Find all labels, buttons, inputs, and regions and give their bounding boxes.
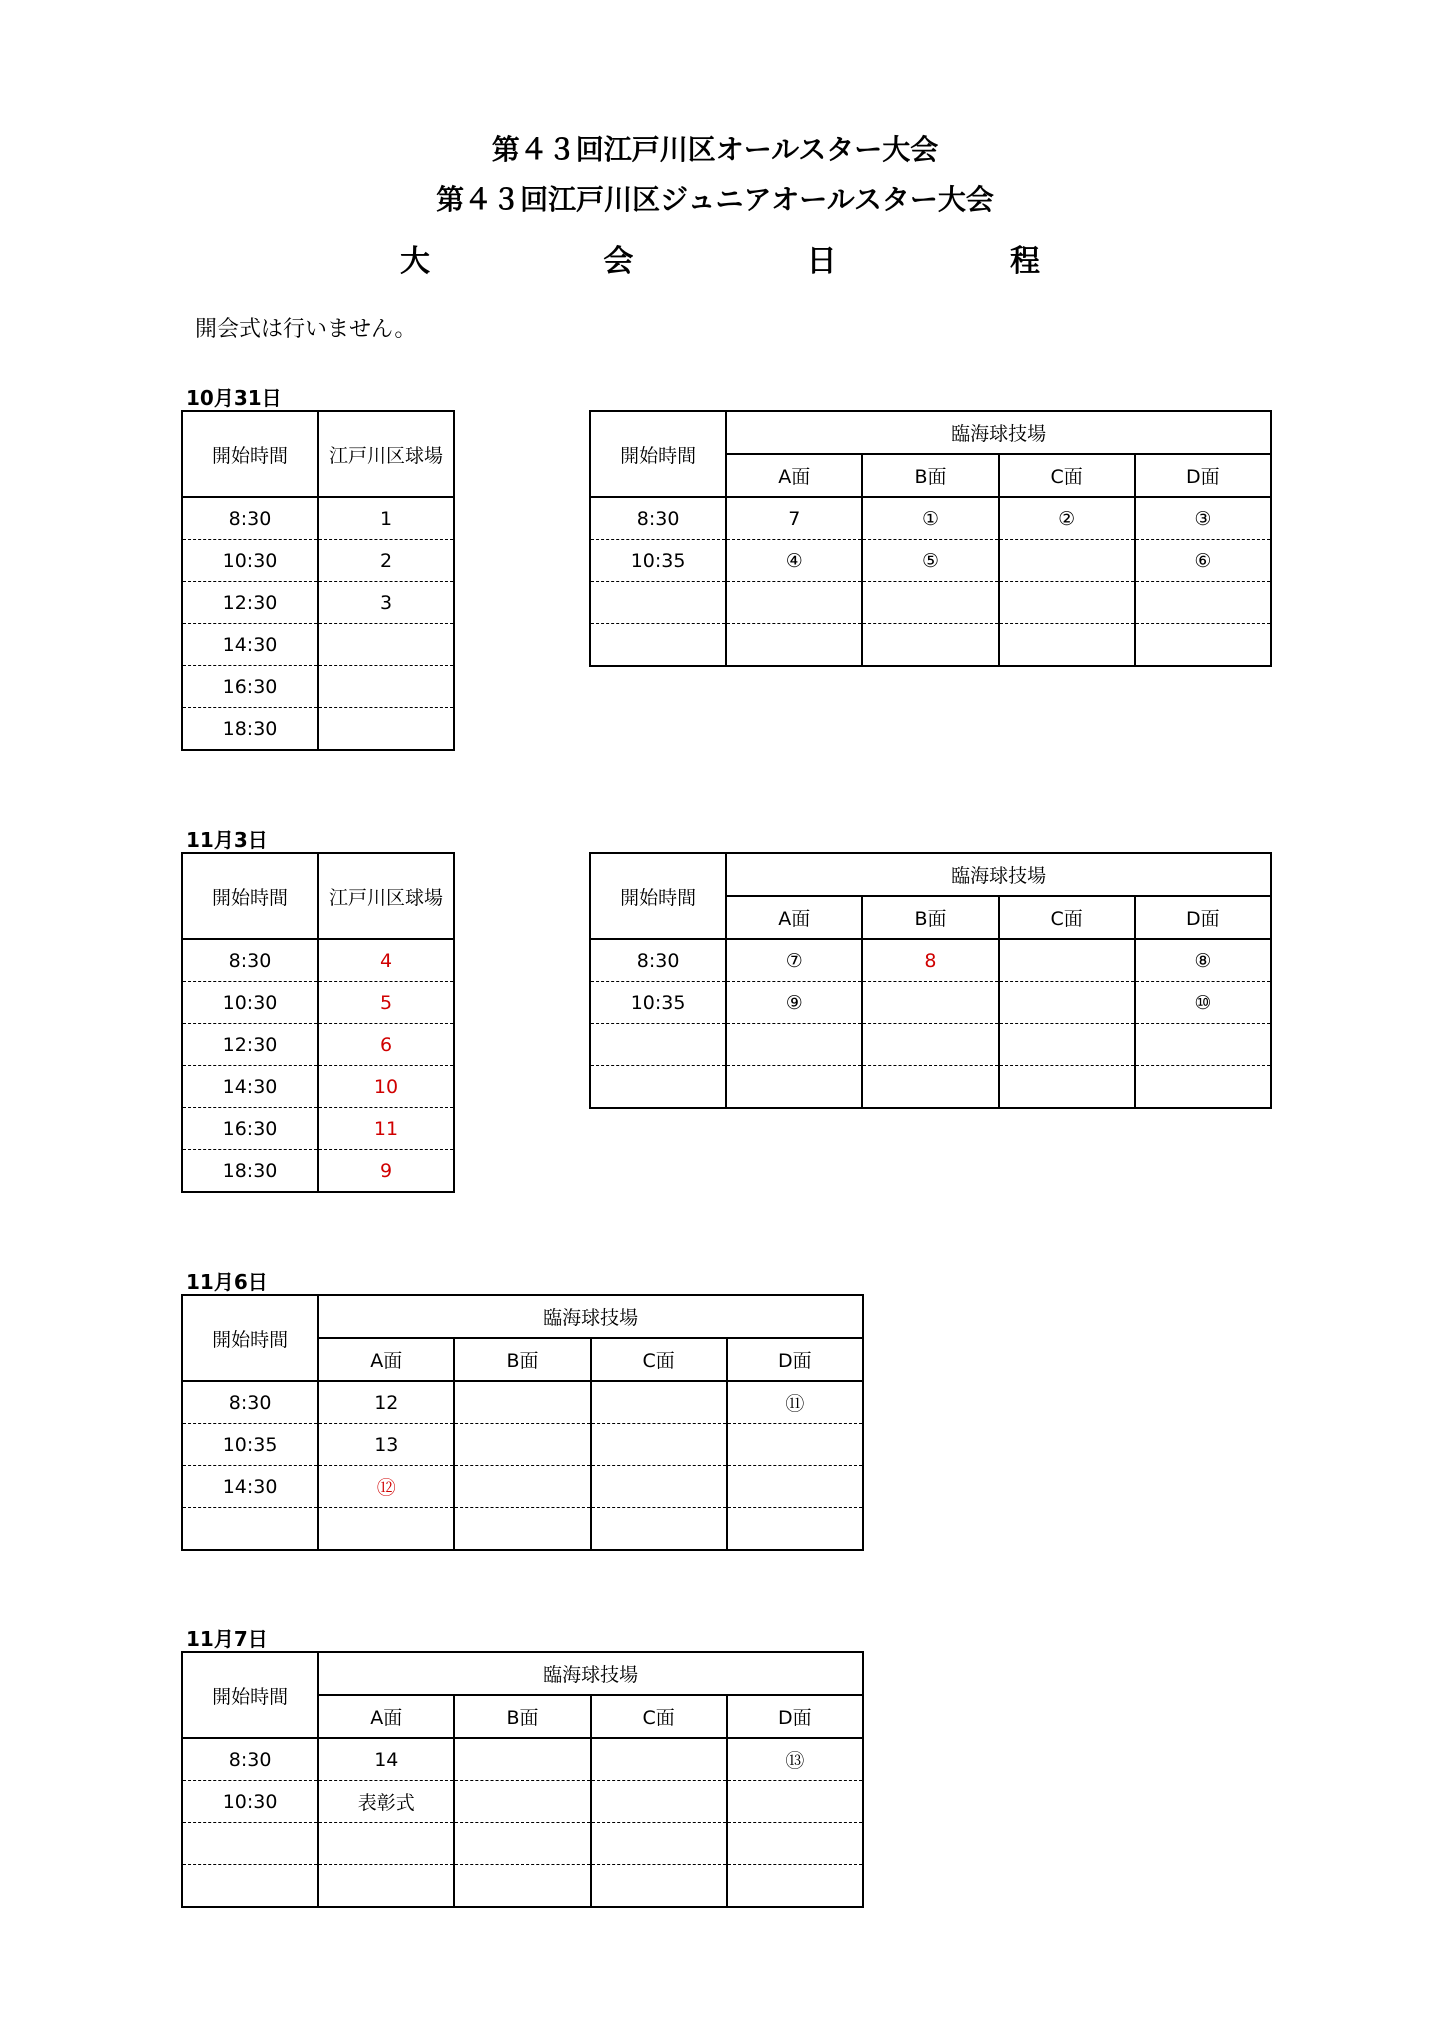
start-time-header: 開始時間 <box>182 1295 318 1381</box>
rinkai-field-header: 臨海球技場 <box>318 1295 863 1338</box>
game-cell: ⑧ <box>1135 939 1271 982</box>
rinkai-field-header: 臨海球技場 <box>726 411 1271 454</box>
time-cell: 18:30 <box>182 1150 318 1193</box>
game-cell <box>727 1508 863 1551</box>
court-c-header: C面 <box>999 454 1135 497</box>
game-cell <box>591 1823 727 1865</box>
game-cell <box>591 1466 727 1508</box>
game-cell: 12 <box>318 1381 454 1424</box>
game-cell <box>999 982 1135 1024</box>
court-b-header: B面 <box>454 1338 590 1381</box>
game-cell: ⑪ <box>727 1381 863 1424</box>
game-cell <box>999 1024 1135 1066</box>
game-cell <box>318 1508 454 1551</box>
game-cell: 5 <box>318 982 454 1024</box>
date-label: 11月7日 <box>186 1627 268 1651</box>
table-row <box>182 1381 863 1424</box>
rinkai-schedule-table <box>181 1651 864 1908</box>
game-cell: 13 <box>318 1424 454 1466</box>
game-cell: ③ <box>1135 497 1271 540</box>
table-row <box>182 982 454 1024</box>
game-cell <box>454 1466 590 1508</box>
court-b-header: B面 <box>454 1695 590 1738</box>
game-cell <box>862 982 998 1024</box>
game-cell <box>862 1066 998 1109</box>
game-cell <box>862 1024 998 1066</box>
game-cell: 11 <box>318 1108 454 1150</box>
court-a-header: A面 <box>726 896 862 939</box>
game-cell <box>318 1865 454 1908</box>
court-a-header: A面 <box>726 454 862 497</box>
game-cell <box>591 1381 727 1424</box>
start-time-header: 開始時間 <box>590 411 726 497</box>
table-row <box>590 1024 1271 1066</box>
table-row <box>590 624 1271 667</box>
game-cell <box>1135 582 1271 624</box>
time-cell: 10:30 <box>182 982 318 1024</box>
game-cell: ① <box>862 497 998 540</box>
game-cell <box>726 582 862 624</box>
start-time-header: 開始時間 <box>182 853 318 939</box>
game-cell <box>454 1381 590 1424</box>
court-d-header: D面 <box>727 1338 863 1381</box>
time-cell: 10:30 <box>182 1781 318 1823</box>
court-a-header: A面 <box>318 1338 454 1381</box>
game-cell <box>318 666 454 708</box>
game-cell <box>454 1738 590 1781</box>
time-cell <box>590 1024 726 1066</box>
game-cell <box>454 1508 590 1551</box>
game-cell <box>999 939 1135 982</box>
time-cell <box>182 1823 318 1865</box>
game-cell <box>318 624 454 666</box>
game-cell: 7 <box>726 497 862 540</box>
game-cell <box>591 1738 727 1781</box>
time-cell: 10:35 <box>590 982 726 1024</box>
start-time-header: 開始時間 <box>182 411 318 497</box>
date-label: 11月6日 <box>186 1270 268 1294</box>
table-row <box>182 497 454 540</box>
time-cell: 14:30 <box>182 1466 318 1508</box>
rinkai-field-header: 臨海球技場 <box>318 1652 863 1695</box>
court-a-header: A面 <box>318 1695 454 1738</box>
game-cell: ⑨ <box>726 982 862 1024</box>
game-cell <box>862 582 998 624</box>
game-cell <box>591 1865 727 1908</box>
court-b-header: B面 <box>862 454 998 497</box>
time-cell <box>182 1508 318 1551</box>
time-cell: 10:35 <box>590 540 726 582</box>
game-cell: ⑩ <box>1135 982 1271 1024</box>
table-row <box>182 1024 454 1066</box>
date-label: 11月3日 <box>186 828 268 852</box>
game-cell <box>999 624 1135 667</box>
game-cell <box>1135 1024 1271 1066</box>
court-d-header: D面 <box>1135 896 1271 939</box>
table-row <box>182 1066 454 1108</box>
game-cell: 4 <box>318 939 454 982</box>
edogawa-schedule-table <box>181 410 455 751</box>
time-cell: 14:30 <box>182 624 318 666</box>
court-d-header: D面 <box>1135 454 1271 497</box>
table-row <box>182 939 454 982</box>
tournament-title: 第４３回江戸川区オールスター大会 <box>491 133 939 166</box>
game-cell <box>454 1823 590 1865</box>
table-row <box>182 1424 863 1466</box>
time-cell <box>590 624 726 667</box>
time-cell: 16:30 <box>182 1108 318 1150</box>
court-d-header: D面 <box>727 1695 863 1738</box>
game-cell: ⑤ <box>862 540 998 582</box>
game-cell <box>318 708 454 751</box>
game-cell <box>726 1066 862 1109</box>
rinkai-schedule-table <box>589 410 1272 667</box>
game-cell <box>454 1424 590 1466</box>
game-cell: 1 <box>318 497 454 540</box>
game-cell: 10 <box>318 1066 454 1108</box>
game-cell <box>727 1781 863 1823</box>
game-cell: ⑫ <box>318 1466 454 1508</box>
rinkai-schedule-table <box>181 1294 864 1551</box>
schedule-heading-char: 程 <box>1009 244 1040 279</box>
time-cell: 8:30 <box>182 1381 318 1424</box>
game-cell <box>1135 624 1271 667</box>
game-cell: 表彰式 <box>318 1781 454 1823</box>
game-cell <box>999 582 1135 624</box>
time-cell: 16:30 <box>182 666 318 708</box>
table-row <box>182 666 454 708</box>
table-row <box>182 1108 454 1150</box>
game-cell <box>727 1865 863 1908</box>
start-time-header: 開始時間 <box>182 1652 318 1738</box>
game-cell: ⑦ <box>726 939 862 982</box>
table-row <box>182 1865 863 1908</box>
table-row <box>590 982 1271 1024</box>
start-time-header: 開始時間 <box>590 853 726 939</box>
game-cell: 2 <box>318 540 454 582</box>
game-cell <box>999 1066 1135 1109</box>
schedule-heading <box>400 236 1040 280</box>
table-row <box>182 708 454 751</box>
game-cell <box>591 1781 727 1823</box>
game-cell <box>318 1823 454 1865</box>
time-cell: 10:35 <box>182 1424 318 1466</box>
game-cell <box>726 624 862 667</box>
edogawa-field-header: 江戸川区球場 <box>318 853 454 939</box>
time-cell: 10:30 <box>182 540 318 582</box>
game-cell: 8 <box>862 939 998 982</box>
court-c-header: C面 <box>591 1695 727 1738</box>
rinkai-schedule-table <box>589 852 1272 1109</box>
time-cell: 14:30 <box>182 1066 318 1108</box>
time-cell: 8:30 <box>182 1738 318 1781</box>
schedule-heading-char: 日 <box>806 244 837 279</box>
table-row <box>182 624 454 666</box>
table-row <box>182 1781 863 1823</box>
game-cell: ⑬ <box>727 1738 863 1781</box>
game-cell <box>727 1424 863 1466</box>
edogawa-schedule-table <box>181 852 455 1193</box>
court-c-header: C面 <box>591 1338 727 1381</box>
rinkai-field-header: 臨海球技場 <box>726 853 1271 896</box>
game-cell <box>591 1508 727 1551</box>
game-cell <box>1135 1066 1271 1109</box>
game-cell <box>727 1466 863 1508</box>
game-cell: ④ <box>726 540 862 582</box>
table-row <box>182 582 454 624</box>
table-row <box>182 1508 863 1551</box>
court-b-header: B面 <box>862 896 998 939</box>
game-cell: 14 <box>318 1738 454 1781</box>
game-cell <box>454 1781 590 1823</box>
game-cell: 3 <box>318 582 454 624</box>
table-row <box>590 939 1271 982</box>
table-row <box>182 1466 863 1508</box>
time-cell: 12:30 <box>182 582 318 624</box>
opening-ceremony-note: 開会式は行いません。 <box>195 317 417 342</box>
game-cell <box>726 1024 862 1066</box>
time-cell: 8:30 <box>182 497 318 540</box>
junior-tournament-title: 第４３回江戸川区ジュニアオールスター大会 <box>436 183 994 216</box>
game-cell <box>862 624 998 667</box>
court-c-header: C面 <box>999 896 1135 939</box>
date-label: 10月31日 <box>186 386 282 410</box>
time-cell: 12:30 <box>182 1024 318 1066</box>
game-cell: 6 <box>318 1024 454 1066</box>
edogawa-field-header: 江戸川区球場 <box>318 411 454 497</box>
time-cell: 18:30 <box>182 708 318 751</box>
time-cell <box>590 582 726 624</box>
table-row <box>182 1150 454 1193</box>
game-cell: ② <box>999 497 1135 540</box>
table-row <box>590 582 1271 624</box>
game-cell <box>591 1424 727 1466</box>
schedule-heading-char: 会 <box>603 244 634 279</box>
table-row <box>182 1823 863 1865</box>
table-row <box>590 1066 1271 1109</box>
schedule-heading-char: 大 <box>400 244 430 279</box>
time-cell: 8:30 <box>590 497 726 540</box>
game-cell: ⑥ <box>1135 540 1271 582</box>
table-row <box>182 1738 863 1781</box>
game-cell <box>999 540 1135 582</box>
game-cell <box>454 1865 590 1908</box>
table-row <box>590 540 1271 582</box>
time-cell: 8:30 <box>590 939 726 982</box>
game-cell: 9 <box>318 1150 454 1193</box>
time-cell <box>182 1865 318 1908</box>
time-cell: 8:30 <box>182 939 318 982</box>
table-row <box>182 540 454 582</box>
game-cell <box>727 1823 863 1865</box>
table-row <box>590 497 1271 540</box>
time-cell <box>590 1066 726 1109</box>
